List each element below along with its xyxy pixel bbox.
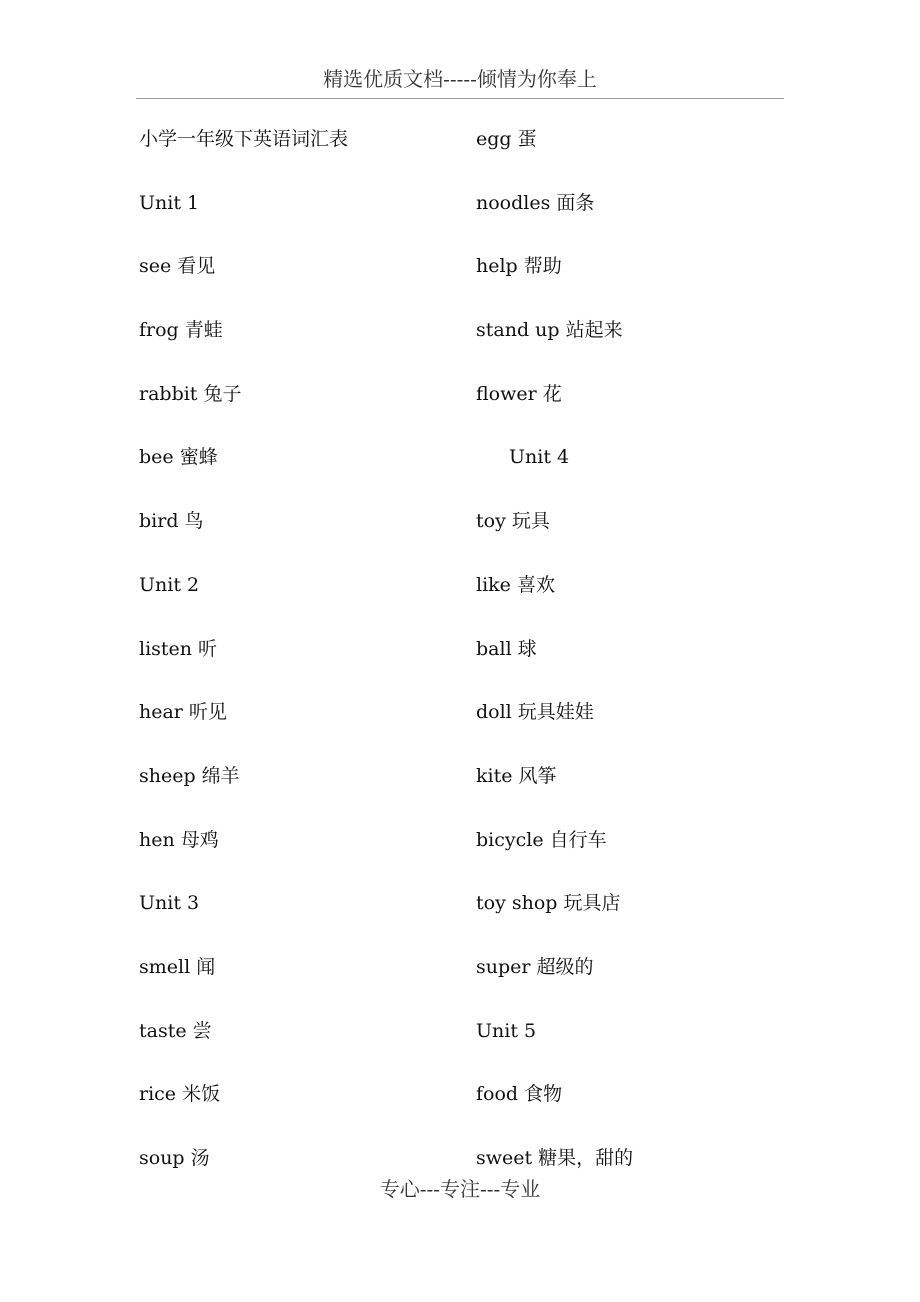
vocab-entry: rabbit 兔子: [139, 382, 242, 405]
vocab-entry: help 帮助: [476, 255, 562, 278]
vocab-entry: sweet 糖果，甜的: [476, 1147, 634, 1169]
vocab-entry: hear 听见: [139, 701, 227, 724]
vocab-entry: soup 汤: [139, 1147, 210, 1169]
unit-heading: Unit 1: [139, 191, 200, 214]
page-footer: 专心---专注---专业: [379, 1177, 541, 1201]
vocab-entry: doll 玩具娃娃: [476, 701, 594, 724]
vocab-entry: like 喜欢: [476, 573, 555, 596]
unit-heading: Unit 3: [139, 892, 200, 915]
unit-heading: Unit 2: [139, 573, 200, 596]
vocab-entry: egg 蛋: [476, 128, 537, 150]
vocab-entry: noodles 面条: [476, 191, 595, 214]
vocab-entry: rice 米饭: [139, 1083, 221, 1106]
vocab-entry: sheep 绵羊: [139, 764, 240, 787]
vocab-entry: hen 母鸡: [139, 828, 219, 851]
unit-heading: Unit 4: [509, 446, 570, 469]
unit-heading: Unit 5: [476, 1019, 537, 1042]
vocab-entry: taste 尝: [139, 1019, 212, 1042]
vocab-entry: flower 花: [476, 382, 562, 405]
vocabulary-column-left: [139, 114, 459, 1197]
page-header: 精选优质文档-----倾情为你奉上: [136, 62, 784, 99]
vocab-entry: toy shop 玩具店: [476, 892, 621, 915]
vocab-entry: food 食物: [476, 1083, 563, 1106]
vocab-entry: listen 听: [139, 637, 218, 660]
vocab-entry: smell 闻: [139, 955, 216, 978]
vocab-entry: bee 蜜蜂: [139, 446, 218, 469]
vocab-entry: bicycle 自行车: [476, 828, 607, 851]
vocab-entry: see 看见: [139, 255, 216, 278]
vocab-entry: stand up 站起来: [476, 319, 623, 342]
vocab-entry: frog 青蛙: [139, 319, 223, 342]
vocabulary-column-right: [476, 114, 796, 1197]
vocab-entry: super 超级的: [476, 955, 594, 978]
vocab-title: 小学一年级下英语词汇表: [139, 128, 349, 150]
vocab-entry: bird 鸟: [139, 510, 204, 533]
vocab-entry: ball 球: [476, 637, 537, 660]
vocab-entry: kite 风筝: [476, 764, 557, 787]
vocab-entry: toy 玩具: [476, 510, 550, 533]
